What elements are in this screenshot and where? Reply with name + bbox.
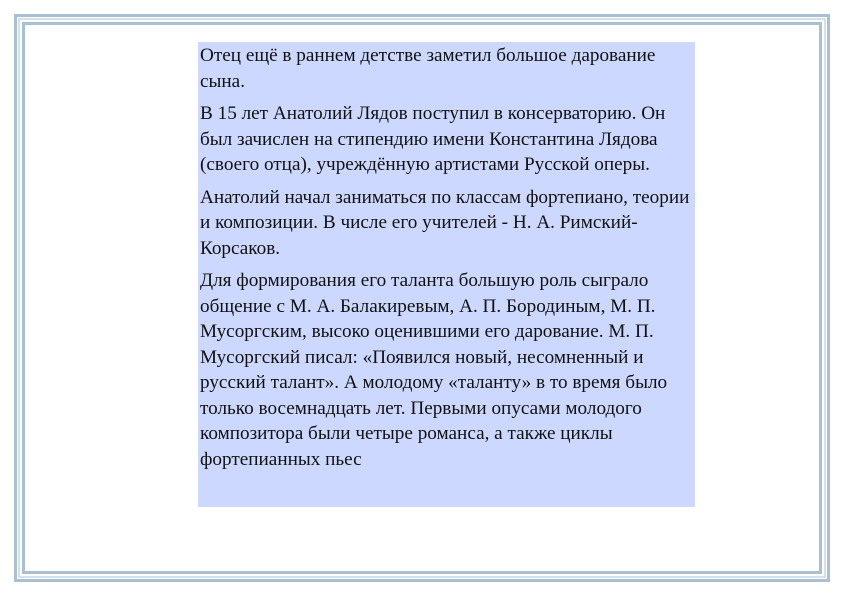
- text-box: [198, 42, 695, 507]
- paragraph-2: В 15 лет Анатолий Лядов поступил в консерваторию. Он был зачислен на стипендию имени Константина Лядова (своего отца), учреждённую артистами Русской оперы.: [200, 103, 666, 175]
- paragraph-3: Анатолий начал заниматься по классам фортепиано, теории и композиции. В числе его учителей - Н. А. Римский-Корсаков.: [200, 186, 690, 259]
- paragraph-4: Для формирования его таланта большую роль сыграло общение с М. А. Балакиревым, А. П. Бородиным, М. П. Мусоргским, высоко оценившими его дарование. М. П. Мусоргский писал: «Появился новый, несомненный и русский талант». А молодому «таланту» в то время было только восемнадцать лет. Первыми опусами молодого композитора были четыре романса, а также циклы фортепианных пьес: [200, 270, 668, 470]
- paragraph-1: Отец ещё в раннем детстве заметил большое дарование сына.: [200, 45, 656, 92]
